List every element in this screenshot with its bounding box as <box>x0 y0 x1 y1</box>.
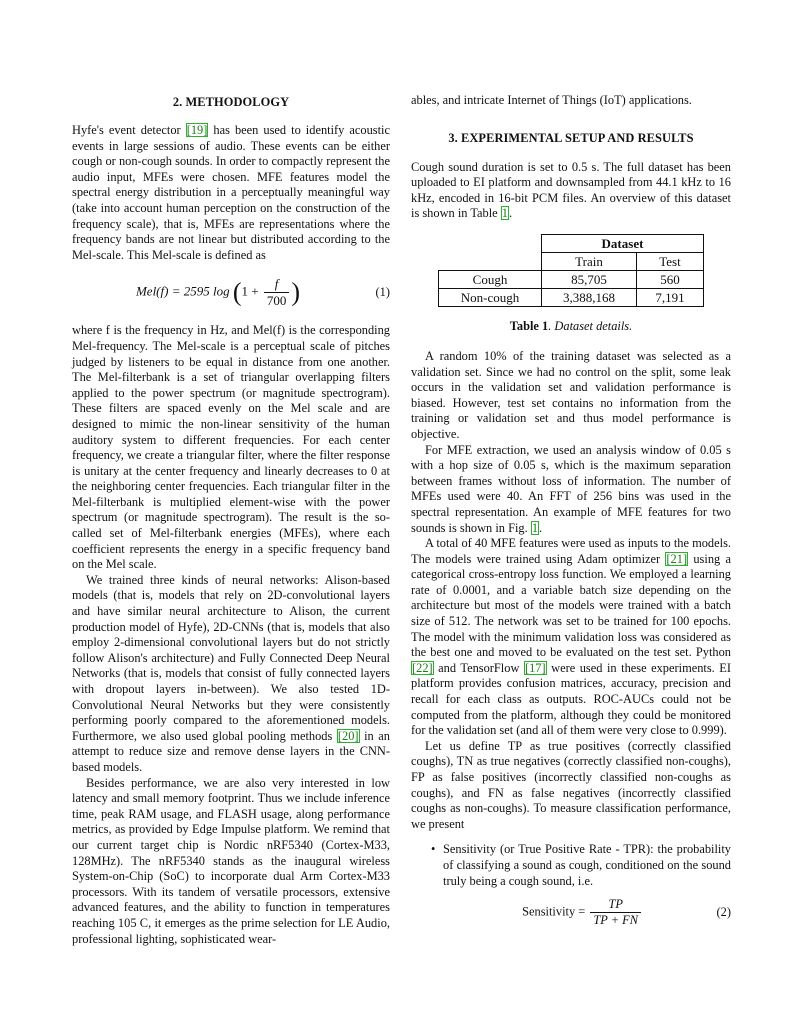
figure-ref-link[interactable]: 1 <box>531 520 539 535</box>
text: in an attempt to reduce size and remove dense layers in the CNN-based models. <box>72 728 390 774</box>
table-row-label: Cough <box>439 270 542 288</box>
paragraph: where f is the frequency in Hz, and Mel(f) is the corresponding Mel-frequency. The Mel-scale is a perceptual scale of pitches judged by listeners to be equal in distance from one another. The Mel-filterbank is a set of triangular overlapping filters applied to the power spectrum (or magnitude spectrogram). These filters are spaced evenly on the Mel scale and are designed to mimic the non-linear sensitivity of the human auditory system to different frequencies. For each center frequency, we create a triangular filter, where the filter response is unitary at the center frequency and linearly decreases to 0 at the neighboring center frequencies. Each triangular filter in the Mel-filterbank is multiplied element-wise with the power spectrum (or magnitude spectrogram). The result is the so-called set of Mel-filterbank energies (MFEs), where each coefficient represents the energy in a specific frequency band on the Mel scale. <box>72 323 390 572</box>
paren-open: ( <box>232 277 242 307</box>
fraction <box>590 897 641 928</box>
citation-link[interactable]: [17] <box>524 660 546 675</box>
caption-text: . Dataset details. <box>548 318 633 333</box>
table-col-header: Train <box>542 252 637 270</box>
equation-number: (1) <box>375 284 390 299</box>
fraction <box>264 276 290 309</box>
equation-sensitivity <box>411 897 731 928</box>
citation-link[interactable]: [19] <box>186 123 208 137</box>
paragraph <box>72 123 390 263</box>
citation-link[interactable]: [21] <box>666 551 688 566</box>
text: and TensorFlow <box>433 660 524 675</box>
equation-term: 1 + <box>241 283 259 299</box>
text: using a categorical cross-entropy loss function. We employed a learning rate of 0.0001, and a variable batch size depending on the architecture but most of the models were trained with a batch size of 512. The network was set to be trained for 100 epochs. The model with the minimum validation loss was considered as the best one and moved to be evaluated on the test set. Python <box>411 551 731 660</box>
section-heading-methodology: 2. METHODOLOGY <box>172 95 290 109</box>
table-caption <box>411 319 731 334</box>
paragraph <box>411 443 731 537</box>
equation-lhs: Sensitivity = <box>522 904 586 919</box>
table-empty-cell <box>439 234 542 252</box>
paren-close: ) <box>291 277 301 307</box>
text: Hyfe's event detector <box>72 123 186 137</box>
equation-mel <box>72 273 390 311</box>
section-heading-experimental: 3. EXPERIMENTAL SETUP AND RESULTS <box>448 130 694 145</box>
list-item: • Sensitivity (or True Positive Rate - TPR): the probability of classifying a sound as cough, conditioned on the sound truly being a cough sound, i.e. <box>443 842 731 889</box>
table-row <box>439 270 704 288</box>
table-group-header: Dataset <box>542 234 704 252</box>
paragraph <box>72 573 390 776</box>
table-empty-cell <box>439 252 542 270</box>
paragraph <box>411 160 731 222</box>
paragraph-continuation: ables, and intricate Internet of Things (IoT) applications. <box>411 93 692 107</box>
table-cell: 7,191 <box>637 288 704 306</box>
table-cell: 560 <box>637 270 704 288</box>
table-cell: 3,388,168 <box>542 288 637 306</box>
text: were used in these experiments. EI platform provides confusion matrices, accuracy, precision and recall for each class as outputs. ROC-AUCs could not be computed from the platform, although they could be monitored for the validation set (and all of them were very close to 0.999). <box>411 660 731 738</box>
numerator: f <box>264 276 290 293</box>
text: . <box>508 206 513 221</box>
table-col-header: Test <box>637 252 704 270</box>
bullet-list <box>411 842 731 889</box>
citation-link[interactable]: [20] <box>337 728 359 743</box>
paragraph <box>411 536 731 739</box>
text: has been used to identify acoustic events in large sessions of audio. These events can be either cough or non-cough sounds. In order to compactly represent the audio input, MFEs were chosen. MFE features model the spectral energy distribution in a perceptually meaningful way (take into account human perception on the construction of the frequency scale), that is, MFEs are representations where the frequency bands are not linear but distributed according to the Mel-scale. This Mel-scale is defined as <box>72 123 390 262</box>
table-row <box>439 288 704 306</box>
caption-label: Table 1 <box>509 318 549 333</box>
dataset-table <box>438 234 704 307</box>
denominator: TP + FN <box>593 913 638 928</box>
citation-link[interactable]: [22] <box>412 660 433 675</box>
table-row-label: Non-cough <box>439 288 542 306</box>
equation-number: (2) <box>716 905 731 920</box>
text: For MFE extraction, we used an analysis window of 0.05 s with a hop size of 0.05 s, which is the maximum separation between frames without loss of information. The number of MFEs used were 40. An FFT of 256 bins was used in the spectral representation. An example of MFE features for two sounds is shown in Fig. <box>411 442 731 535</box>
right-column <box>411 93 731 928</box>
table-cell: 85,705 <box>542 270 637 288</box>
text: . <box>539 520 543 535</box>
text: A total of 40 MFE features were used as inputs to the models. The models were trained using Adam optimizer <box>411 536 731 566</box>
paragraph: A random 10% of the training dataset was selected as a validation set. Since we had no control on the split, some leak occurs in the validation set and validation performance is biased. However, test set contains no information from the training or validation set and thus model performance is objective. <box>411 348 731 441</box>
equation-body <box>72 276 364 309</box>
numerator: TP <box>590 897 641 913</box>
equation-lhs: Mel(f) = 2595 log <box>135 283 230 299</box>
text: Cough sound duration is set to 0.5 s. The full dataset has been uploaded to EI platform and downsampled from 44.1 kHz to 16 kHz, encoded in 16-bit PCM files. An overview of this dataset is shown in Table <box>411 159 731 221</box>
table-ref-link[interactable]: 1 <box>501 206 508 221</box>
text: We trained three kinds of neural networks: Alison-based models (that is, models that rely on 2D-convolutional layers and have similar neural architecture to Alison, the current production model of Hyfe), 2D-CNNs (that is, models that also employ 2-dimensional convolutional layers but do not strictly follow Alison's architecture) and Fully Connected Deep Neural Networks (that is, models that consist of fully connected layers with dropout layers in-between). We also tested 1D-Convolutional Neural Networks but they were consistently performing poorly compared to the aforementioned models. Furthermore, we also used global pooling methods <box>72 572 390 743</box>
paragraph: Let us define TP as true positives (correctly classified coughs), TN as true negatives (correctly classified non-coughs), FP as false positives (incorrectly classified non-coughs as coughs), and FN as false negatives (incorrectly classified coughs as non-coughs). To measure classification performance, we present <box>411 738 731 831</box>
denominator: 700 <box>266 292 287 308</box>
paragraph: Besides performance, we are also very interested in low latency and small memory footprint. Thus we include inference time, peak RAM usage, and FLASH usage, along performance metrics, as provided by Edge Impulse platform. We remind that our current target chip is Nordic nRF5340 (Cortex-M33, 128MHz). The nRF5340 stands as the inaugural wireless System-on-Chip (SoC) to incorporate dual Arm Cortex-M33 processors. With its tandem of versatile processors, extensive advanced features, and the ability to function in temperatures reaching 105 C, it emerges as the prime selection for LE Audio, professional lighting, sophisticated wear- <box>72 775 390 946</box>
left-column <box>72 93 390 947</box>
equation-body <box>411 897 705 928</box>
